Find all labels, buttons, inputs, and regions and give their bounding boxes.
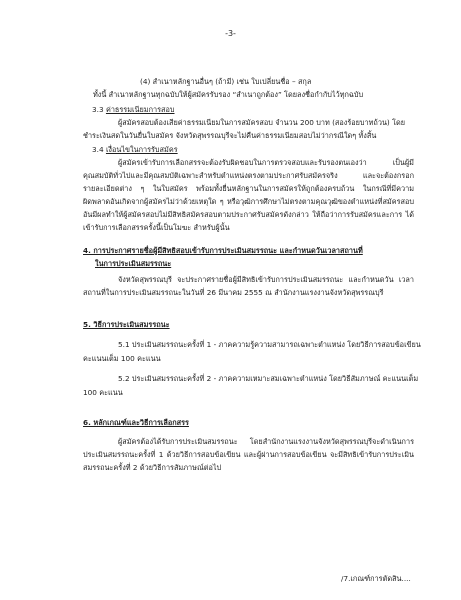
section-4-heading-line-2: ในการประเมินสมรรถนะ: [95, 259, 172, 268]
section-6-para-line-3: สมรรถนะครั้งที่ 2 ด้วยวิธีการสัมภาษณ์ต่อไป: [83, 463, 222, 472]
section-3-4-para-line-5: อันมีผลทำให้ผู้สมัครสอบไม่มีสิทธิสมัครสอบตามประกาศรับสมัครดังกล่าว ให้ถือว่าการรับสมัครและการ ได้: [83, 210, 414, 219]
section-3-3-title: ค่าธรรมเนียมการสอบ: [105, 105, 175, 114]
section-4-heading-line-1: 4. การประกาศรายชื่อผู้มีสิทธิสอบเข้ารับการประเมินสมรรถนะ และกำหนดวันเวลาสถานที่: [83, 246, 363, 255]
section-6-para-line-2: ประเมินสมรรถนะครั้งที่ 1 ด้วยวิธีการสอบข้อเขียน และผู้ผ่านการสอบข้อเขียน จะมีสิทธิเข้ารับการประเมิน: [83, 450, 414, 459]
section-3-4-number: 3.4: [92, 145, 106, 154]
section-3-3-number: 3.3: [92, 105, 106, 114]
section-3-4-para-line-3: รายละเอียดต่าง ๆ ในใบสมัคร พร้อมทั้งยื่นหลักฐานในการสมัครให้ถูกต้องครบถ้วน ในกรณีที่มีความ: [83, 184, 414, 193]
section-3-4-para-line-1: ผู้สมัครเข้ารับการเลือกสรรจะต้องรับผิดชอบในการตรวจสอบและรับรองตนเองว่า เป็นผู้มี: [118, 158, 414, 167]
section-6-heading: 6. หลักเกณฑ์และวิธีการเลือกสรร: [83, 418, 189, 427]
doc-note-certify: ทั้งนี้ สำเนาหลักฐานทุกฉบับให้ผู้สมัครรับรอง “สำเนาถูกต้อง” โดยลงชื่อกำกับไว้ทุกฉบับ: [93, 90, 364, 99]
section-3-4-heading: [92, 145, 178, 155]
section-5-1-line-1: 5.1 ประเมินสมรรถนะครั้งที่ 1 - ภาคความรู้ความสามารถเฉพาะตำแหน่ง โดยวิธีการสอบข้อเขียน: [118, 340, 421, 349]
page-number: -3-: [225, 29, 236, 38]
section-6-para-line-1: ผู้สมัครต้องได้รับการประเมินสมรรถนะ โดยสำนักงานแรงงานจังหวัดสุพรรณบุรีจะดำเนินการ: [118, 437, 414, 446]
section-3-4-para-line-2: คุณสมบัติทั่วไปและมีคุณสมบัติเฉพาะสำหรับตำแหน่งตรงตามประกาศรับสมัครจริง และจะต้องกรอก: [83, 171, 414, 180]
section-3-3-heading: [92, 105, 175, 115]
section-5-2-line-2: 100 คะแนน: [83, 388, 123, 397]
section-4-para-line-1: จังหวัดสุพรรณบุรี จะประกาศรายชื่อผู้มีสิทธิเข้ารับการประเมินสมรรถนะ และกำหนดวัน เวลา: [118, 275, 414, 284]
section-5-2-line-1: 5.2 ประเมินสมรรถนะครั้งที่ 2 - ภาคความเหมาะสมเฉพาะตำแหน่ง โดยวิธีสัมภาษณ์ คะแนนเต็ม: [118, 374, 419, 383]
section-3-3-para-line-1: ผู้สมัครสอบต้องเสียค่าธรรมเนียมในการสมัครสอบ จำนวน 200 บาท (สองร้อยบาทถ้วน) โดย: [118, 118, 406, 127]
doc-item-4: (4) สำเนาหลักฐานอื่นๆ (ถ้ามี) เช่น ใบเปลี่ยนชื่อ – สกุล: [140, 77, 312, 86]
section-5-1-line-2: คะแนนเต็ม 100 คะแนน: [83, 354, 161, 363]
section-5-heading: 5. วิธีการประเมินสมรรถนะ: [83, 320, 170, 329]
section-4-para-line-2: สถานที่ในการประเมินสมรรถนะในวันที่ 26 มีนาคม 2555 ณ สำนักงานแรงงานจังหวัดสุพรรณบุรี: [83, 288, 384, 297]
section-3-4-title: เงื่อนไขในการรับสมัคร: [105, 145, 178, 154]
section-3-4-para-line-6: เข้ารับการเลือกสรรครั้งนี้เป็นโมฆะ สำหรับผู้นั้น: [83, 223, 230, 232]
continuation-footer: /7.เกณฑ์การตัดสิน....: [341, 574, 411, 583]
section-3-4-para-line-4: ผิดพลาดอันเกิดจากผู้สมัครไม่ว่าด้วยเหตุใด ๆ หรือวุฒิการศึกษาไม่ตรงตามคุณวุฒิของตำแหน่งที่สมัครสอบ: [83, 197, 414, 206]
section-3-3-para-line-2: ชำระเงินสดในวันยื่นใบสมัคร จังหวัดสุพรรณบุรีจะไม่คืนค่าธรรมเนียมสอบไม่ว่ากรณีใดๆ ทั้งสิ้น: [83, 131, 377, 140]
